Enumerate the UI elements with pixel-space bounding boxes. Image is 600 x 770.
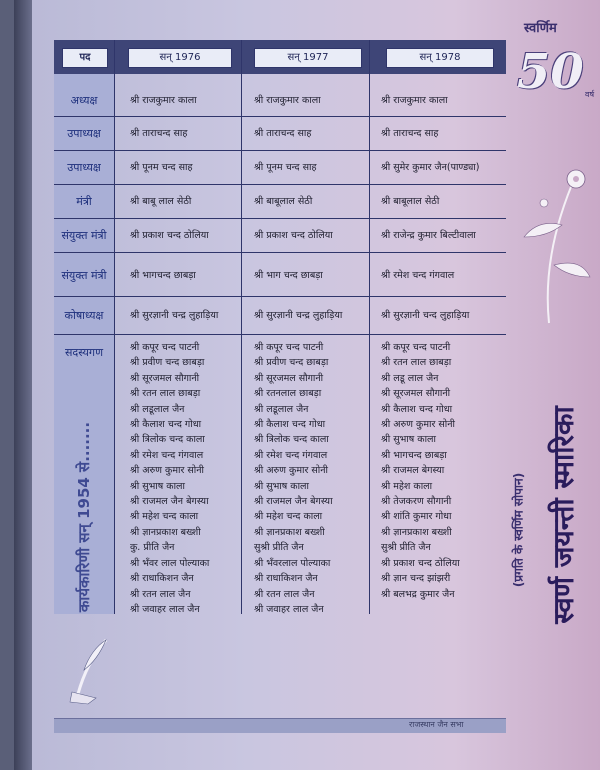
list-item: श्री ज्ञानप्रकाश बख्शी — [130, 526, 201, 538]
label-joint-secretary: संयुक्त मंत्री — [61, 229, 107, 242]
list-item: श्री कपूर चन्द पाटनी — [254, 342, 324, 353]
list-item: श्री कपूर चन्द पाटनी — [381, 342, 451, 353]
list-item: श्री जवाहर लाल जैन — [130, 603, 200, 615]
cell-secretary-1976: श्री बाबू लाल सेठी — [130, 196, 192, 207]
cell-treasurer-1977: श्री सुरज्ञानी चन्द्र लुहाड़िया — [254, 310, 343, 321]
swarnim-heading: स्वर्णिम — [524, 21, 557, 36]
list-item: श्री भँवरलाल पोल्याका — [254, 557, 331, 569]
list-item: श्री तेजकरण सौगानी — [381, 496, 452, 508]
row-divider — [54, 296, 506, 297]
cell-js2-1978: श्री रमेश चन्द गंगवाल — [381, 270, 455, 281]
row-divider — [54, 252, 506, 253]
members-list-1977 — [254, 340, 333, 617]
souvenir-subtitle-vertical — [504, 400, 532, 660]
row-divider — [54, 116, 506, 117]
book-spine — [14, 0, 32, 770]
cell-vp2-1976: श्री पूनम चन्द साह — [130, 162, 193, 173]
list-item: श्री रमेश चन्द गंगवाल — [254, 449, 328, 461]
list-item: श्री ज्ञानप्रकाश बख्शी — [254, 526, 325, 538]
executive-since-text: कार्यकारिणी सन् 1954 से....... — [75, 421, 93, 613]
list-item: श्री ज्ञान चन्द झांझरी — [381, 573, 451, 585]
list-item: श्री महेश चन्द काला — [130, 511, 199, 523]
cell-vp1-1978: श्री ताराचन्द साह — [381, 128, 439, 139]
column-divider — [114, 40, 115, 614]
cell-secretary-1977: श्री बाबूलाल सेठी — [254, 196, 313, 207]
list-item: श्री शांति कुमार गोधा — [381, 511, 452, 523]
footer-text: राजस्थान जैन सभा — [409, 720, 464, 729]
label-vice-president-2: उपाध्यक्ष — [67, 161, 101, 174]
executive-since-vertical — [54, 385, 114, 650]
document-page — [14, 0, 600, 770]
label-secretary: मंत्री — [76, 195, 92, 208]
committee-table — [54, 40, 506, 614]
list-item: श्री लडूलाल जैन — [130, 403, 185, 415]
row-divider — [54, 150, 506, 151]
list-item: श्री राजमल बेगस्या — [381, 465, 445, 477]
header-pad: पद — [62, 48, 108, 68]
list-item: श्री सूरजमल सौगानी — [254, 372, 324, 384]
list-item: श्री त्रिलोक चन्द काला — [254, 434, 329, 446]
column-divider — [369, 40, 370, 614]
cell-js1-1976: श्री प्रकाश चन्द ठोलिया — [130, 230, 209, 241]
list-item: श्री अरुण कुमार सोनी — [381, 419, 455, 431]
cell-vp2-1977: श्री पूनम चन्द साह — [254, 162, 317, 173]
list-item: श्री सुभाष काला — [381, 434, 436, 446]
list-item: श्री राजमल जैन बेगस्या — [254, 496, 333, 508]
varsh-label: वर्ष — [585, 90, 595, 99]
fifty-years-mark: 50 — [517, 44, 584, 100]
list-item: श्री राजमल जैन बेगस्या — [130, 496, 209, 508]
list-item: श्री रतनलाल छाबड़ा — [254, 388, 322, 400]
cell-js2-1976: श्री भागचन्द छाबड़ा — [130, 270, 196, 281]
list-item: श्री बलभद्र कुमार जैन — [381, 588, 455, 600]
cell-president-1977: श्री राजकुमार काला — [254, 95, 321, 106]
list-item: श्री महेश चन्द काला — [254, 511, 323, 523]
list-item: श्री रमेश चन्द गंगवाल — [130, 449, 204, 461]
header-year-1977: सन् 1977 — [254, 48, 362, 68]
label-treasurer: कोषाध्यक्ष — [64, 309, 104, 322]
list-item: श्री जवाहर लाल जैन — [254, 603, 324, 615]
members-list-1976 — [130, 340, 209, 617]
list-item: श्री भँवर लाल पोल्याका — [130, 557, 210, 569]
list-item: श्री ज्ञानप्रकाश बख्शी — [381, 526, 452, 538]
list-item: श्री अरुण कुमार सोनी — [254, 465, 328, 477]
list-item: श्री कैलाश चन्द गोधा — [254, 419, 326, 431]
row-divider — [54, 184, 506, 185]
list-item: श्री लडूलाल जैन — [254, 403, 309, 415]
list-item: श्री राधाकिशन जैन — [254, 573, 318, 585]
list-item: श्री त्रिलोक चन्द काला — [130, 434, 205, 446]
label-president: अध्यक्ष — [70, 94, 98, 107]
list-item: श्री भागचन्द छाबड़ा — [381, 449, 447, 461]
list-item: श्री रतन लाल जैन — [130, 588, 191, 600]
list-item: श्री कैलाश चन्द गोधा — [381, 403, 453, 415]
list-item: श्री कैलाश चन्द गोधा — [130, 419, 202, 431]
list-item: श्री रतन लाल जैन — [254, 588, 315, 600]
row-divider — [54, 334, 506, 335]
cell-vp2-1978: श्री सुमेर कुमार जैन(पाण्ड्या) — [381, 162, 480, 173]
list-item: श्री अरुण कुमार सोनी — [130, 465, 204, 477]
cell-secretary-1978: श्री बाबूलाल सेठी — [381, 196, 440, 207]
cell-js1-1977: श्री प्रकाश चन्द ठोलिया — [254, 230, 333, 241]
members-list-1978 — [381, 340, 460, 602]
label-joint-secretary-2: संयुक्त मंत्री — [61, 269, 107, 282]
list-item: कु. प्रीति जैन — [130, 542, 175, 554]
row-divider — [54, 218, 506, 219]
list-item: श्री सूरजमल सौगानी — [381, 388, 451, 400]
list-item: श्री सुभाष काला — [130, 480, 185, 492]
header-year-1978: सन् 1978 — [386, 48, 494, 68]
cell-president-1976: श्री राजकुमार काला — [130, 95, 197, 106]
souvenir-title-vertical — [531, 300, 595, 730]
souvenir-title-text: स्वर्ण जयन्ती स्मारिका — [547, 406, 580, 624]
list-item: श्री प्रकाश चन्द ठोलिया — [381, 557, 460, 569]
cell-js2-1977: श्री भाग चन्द छाबड़ा — [254, 270, 323, 281]
list-item: श्री प्रवीण चन्द छाबड़ा — [130, 357, 205, 369]
list-item: सुश्री प्रीति जैन — [254, 542, 304, 554]
cell-vp1-1977: श्री ताराचन्द साह — [254, 128, 312, 139]
list-item: श्री लडू लाल जैन — [381, 372, 439, 384]
list-item: श्री कपूर चन्द पाटनी — [130, 342, 200, 353]
column-divider — [241, 40, 242, 614]
cell-js1-1978: श्री राजेन्द्र कुमार बिल्टीवाला — [381, 230, 476, 241]
list-item: सुश्री प्रीति जैन — [381, 542, 431, 554]
header-year-1976: सन् 1976 — [128, 48, 232, 68]
label-members: सदस्यगण — [64, 346, 104, 359]
label-vice-president: उपाध्यक्ष — [67, 127, 101, 140]
souvenir-subtitle-text: (प्रगति के स्वर्णिम सोपान) — [511, 472, 526, 588]
list-item: श्री सूरजमल सौगानी — [130, 372, 200, 384]
quill-pen-icon — [66, 636, 114, 706]
list-item: श्री सुभाष काला — [254, 480, 309, 492]
list-item: श्री महेश काला — [381, 480, 433, 492]
cell-president-1978: श्री राजकुमार काला — [381, 95, 448, 106]
cell-treasurer-1976: श्री सुरज्ञानी चन्द्र लुहाड़िया — [130, 310, 219, 321]
list-item: श्री प्रवीण चन्द छाबड़ा — [254, 357, 329, 369]
cell-treasurer-1978: श्री सुरज्ञानी चन्द लुहाड़िया — [381, 310, 470, 321]
list-item: श्री रतन लाल छाबड़ा — [130, 388, 201, 400]
list-item: श्री रतन लाल छाबड़ा — [381, 357, 452, 369]
list-item: श्री राधाकिशन जैन — [130, 573, 194, 585]
cell-vp1-1976: श्री ताराचन्द साह — [130, 128, 188, 139]
table-header-row — [54, 40, 506, 74]
